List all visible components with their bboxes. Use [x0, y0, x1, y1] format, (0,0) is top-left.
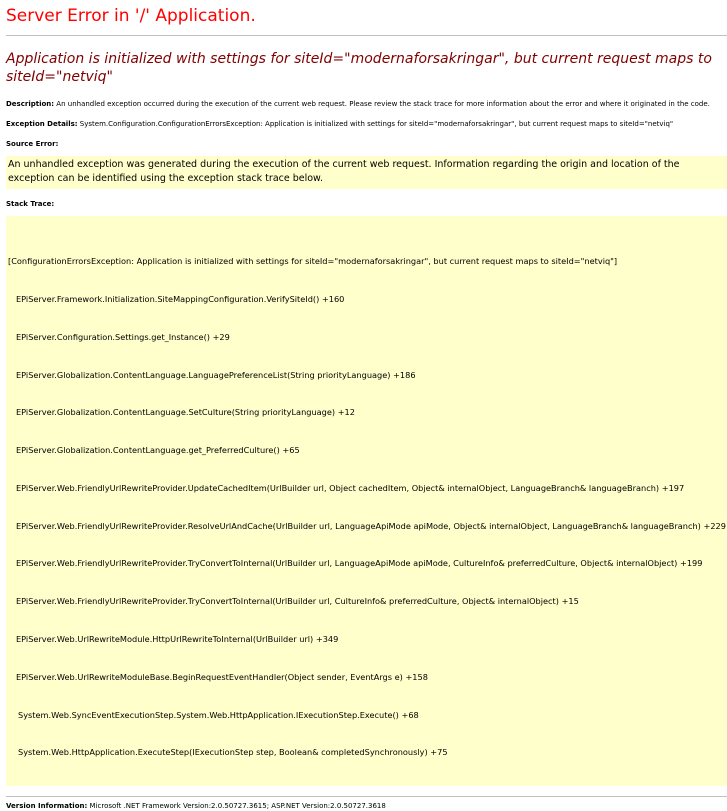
page-title: Server Error in '/' Application. [6, 6, 256, 26]
stack-trace-line: EPiServer.Configuration.Settings.get_Instance() +29 [16, 331, 230, 342]
stack-trace-line: EPiServer.Globalization.ContentLanguage.SetCulture(String priorityLanguage) +12 [16, 407, 355, 418]
stack-trace-label: Stack Trace: [6, 200, 55, 208]
description-line [6, 99, 727, 109]
stack-trace-line: System.Web.SyncEventExecutionStep.System.Web.HttpApplication.IExecutionStep.Execute() +68 [18, 709, 419, 720]
stack-trace-line: System.Web.HttpApplication.ExecuteStep(IExecutionStep step, Boolean& completedSynchronously) +75 [18, 747, 448, 758]
stack-trace-line: EPiServer.Web.FriendlyUrlRewriteProvider.TryConvertToInternal(UrlBuilder url, CultureInfo& preferredCulture, Object& internalObject) +15 [16, 596, 579, 607]
footer-divider [6, 796, 727, 797]
source-error-label: Source Error: [6, 140, 59, 148]
stack-trace-line: EPiServer.Web.UrlRewriteModuleBase.BeginRequestEventHandler(Object sender, EventArgs e) +158 [16, 671, 428, 682]
stack-trace-line: EPiServer.Web.FriendlyUrlRewriteProvider.TryConvertToInternal(UrlBuilder url, LanguageApiMode apiMode, CultureInfo& preferredCulture, Object& internalObject) +199 [16, 558, 703, 569]
source-error-box: An unhandled exception was generated during the execution of the current web request. Information regarding the origin and location of the exception can be identified using the exception stack trace below. [6, 156, 727, 189]
stack-trace-line: EPiServer.Globalization.ContentLanguage.get_PreferredCulture() +65 [16, 445, 300, 456]
stack-trace-line: EPiServer.Web.FriendlyUrlRewriteProvider.UpdateCachedItem(UrlBuilder url, Object cachedItem, Object& internalObject, LanguageBranch& languageBranch) +197 [16, 482, 685, 493]
stack-trace-box [6, 216, 727, 786]
version-information-label: Version Information: [6, 802, 88, 811]
error-message: Application is initialized with settings for siteId="modernaforsakringar", but current request maps to siteId="netviq" [6, 51, 712, 85]
stack-trace-line: EPiServer.Web.FriendlyUrlRewriteProvider.ResolveUrlAndCache(UrlBuilder url, LanguageApiMode apiMode, Object& internalObject, LanguageBranch& languageBranch) +229 [16, 520, 726, 531]
description-text: An unhandled exception occurred during the execution of the current web request. Please review the stack trace for more information about the error and where it originated in the code. [54, 100, 710, 108]
stack-trace-line: [ConfigurationErrorsException: Application is initialized with settings for siteId="modernaforsakringar", but current request maps to siteId="netviq"] [8, 256, 618, 267]
description-label: Description: [6, 100, 55, 108]
stack-trace-line: EPiServer.Web.UrlRewriteModule.HttpUrlRewriteToInternal(UrlBuilder url) +349 [16, 634, 339, 644]
version-information-line [6, 801, 727, 811]
stack-trace-line: EPiServer.Globalization.ContentLanguage.LanguagePreferenceList(String priorityLanguage) +186 [16, 369, 416, 380]
exception-details-label: Exception Details: [6, 120, 78, 128]
stack-trace-line: EPiServer.Framework.Initialization.SiteMappingConfiguration.VerifySiteId() +160 [16, 293, 345, 304]
title-divider [6, 35, 727, 36]
exception-details-text: System.Configuration.ConfigurationErrorsException: Application is initialized with settings for siteId="modernaforsakringar", but current request maps to siteId="netviq" [77, 120, 674, 128]
version-information-text: Microsoft .NET Framework Version:2.0.50727.3615; ASP.NET Version:2.0.50727.3618 [87, 802, 386, 811]
exception-details-line [6, 119, 727, 129]
